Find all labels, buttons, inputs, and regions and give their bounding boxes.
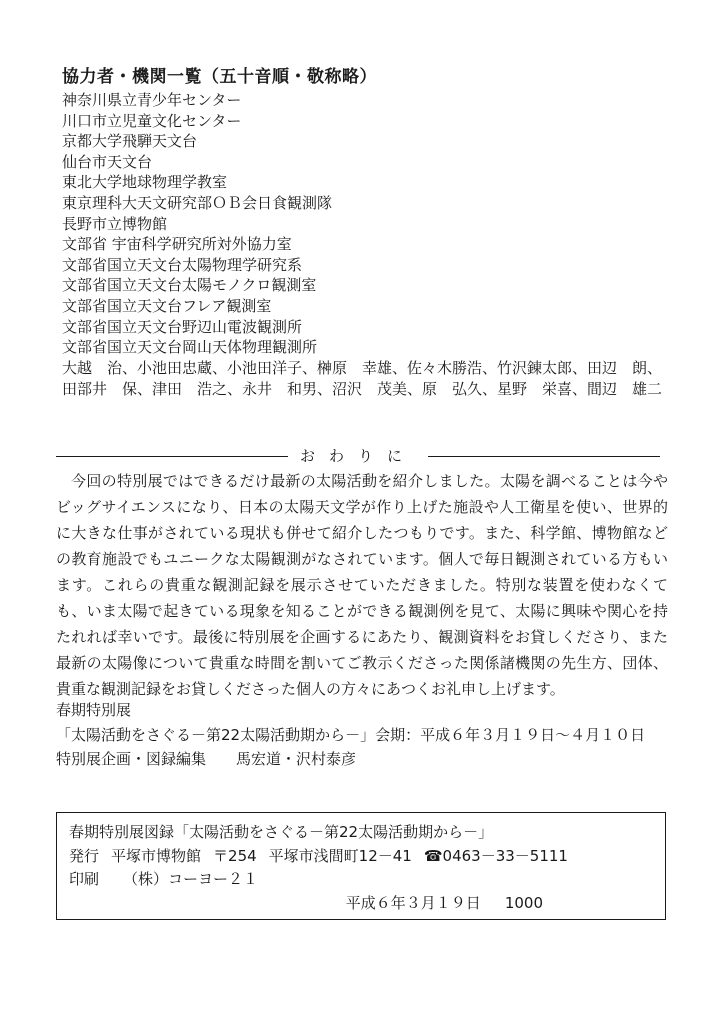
contributor-item: 京都大学飛騨天文台 [62,132,198,151]
publisher-address: 平塚市浅間町12－41 [268,846,412,865]
contributor-item: 川口市立児童文化センター [62,111,242,130]
contributors-section [62,64,702,400]
publisher-phone: ☎0463－33－5111 [423,846,568,865]
print-copies: 1000 [504,893,543,912]
contributor-item: 文部省国立天文台太陽物理学研究系 [62,255,303,274]
colophon-box [56,812,666,920]
printed-date: 平成６年３月１９日 [345,893,481,912]
exhibit-label: 春期特別展 [56,701,132,719]
contributors-list [62,90,702,358]
contributor-item: 長野市立博物館 [62,214,168,233]
closing-title: おわりに [288,446,428,466]
exhibit-planning: 特別展企画・図録編集 馬宏道・沢村泰彦 [56,750,357,768]
contributor-item: 神奈川県立青少年センター [62,91,242,109]
postal-code: 〒254 [213,846,257,865]
names-line: 大越 治、小池田忠蔵、小池田洋子、榊原 幸雄、佐々木勝浩、竹沢錬太郎、田辺 朗、 [62,358,663,377]
contributor-item: 文部省国立天文台岡山天体物理観測所 [62,338,318,357]
closing-divider [56,448,660,464]
closing-section [56,468,668,702]
contributor-item: 文部省 宇宙科学研究所対外協力室 [62,235,292,254]
printer-label: 印刷 [69,870,100,888]
printed-row [69,892,653,916]
printer-row [69,868,653,892]
publisher-row [69,845,653,869]
exhibit-title: 「太陽活動をさぐる－第22太陽活動期から－」会期：平成６年３月１９日～４月１０日 [56,725,646,744]
printer-name: （株）コーヨー２１ [123,870,259,888]
publisher-label: 発行 [69,846,100,865]
contributor-item: 東京理科大天文研究部ＯＢ会日食観測隊 [62,193,333,212]
names-line: 田部井 保、津田 浩之、永井 和男、沼沢 茂美、原 弘久、星野 栄喜、間辺 雄二 [62,379,663,398]
contributor-item: 文部省国立天文台野辺山電波観測所 [62,317,303,336]
closing-paragraph: 今回の特別展ではできるだけ最新の太陽活動を紹介しました。太陽を調べることは今やビッグサイエンスになり、日本の太陽天文学が作り上げた施設や人工衛星を使い、世界的に大きな仕事がされている現状も併せて紹介したつもりです。また、科学館、博物館などの教育施設でもユニークな太陽観測がなされています。個人で毎日観測されている方もいます。これらの貴重な観測記録を展示させていただきました。特別な装置を使わなくても、いま太陽で起きている現象を知ることができる観測例を見て、太陽に興味や関心を持たれれば幸いです。最後に特別展を企画するにあたり、観測資料をお貸しくださり、また最新の太陽像について貴重な時間を割いてご教示くださった関係諸機関の先生方、団体、貴重な観測記録をお貸しくださった個人の方々にあつくお礼申し上げます。 [56,472,668,698]
contributor-item: 文部省国立天文台太陽モノクロ観測室 [62,276,317,295]
exhibit-info [56,698,676,772]
catalog-title: 春期特別展図録「太陽活動をさぐる－第22太陽活動期から－」 [69,823,494,841]
contributor-item: 仙台市天文台 [62,152,153,171]
contributors-heading: 協力者・機関一覧（五十音順・敬称略） [62,67,377,87]
contributor-item: 文部省国立天文台フレア観測室 [62,296,272,315]
publisher-name: 平塚市博物館 [111,846,202,865]
individual-contributors [62,358,702,400]
contributor-item: 東北大学地球物理学教室 [62,173,228,192]
